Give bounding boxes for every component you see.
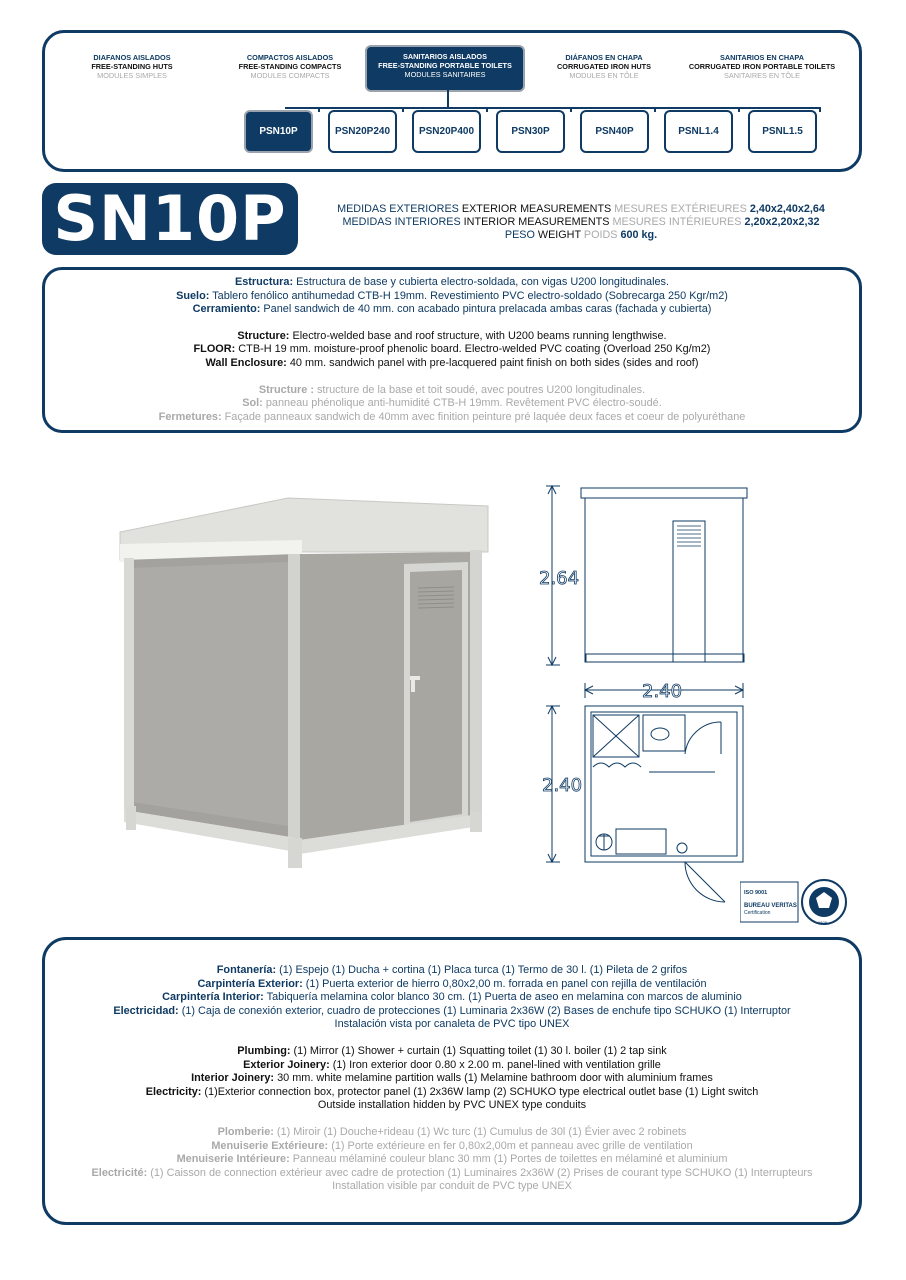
height-label: 2.64 (539, 568, 580, 589)
measurements (300, 203, 862, 242)
equipment-en: Plumbing: (1) Mirror (1) Shower + curtain (1) Squatting toilet (1) 30 l. boiler (1) 2 tap sink Exterior Joinery: (1) Iron exterior door 0.80 x 2.00 m. panel-lined with ventilation grille Interior Joinery: 30 mm. white melamine partition walls (1) Melamine bathroom door with aluminium frames Electricity: (1)Exterior connection box, protector panel (1) 2x36W lamp (2) SCHUKO type electrical outlet base (1) Light switch Outside installation hidden by PVC UNEX type conduits (145, 1044, 759, 1112)
weight: PESO WEIGHT POIDS 600 kg. (504, 229, 658, 241)
model-button-psn20p400[interactable]: PSN20P400 (412, 110, 481, 153)
connector-line (738, 108, 740, 112)
svg-text:ISO 9001: ISO 9001 (744, 890, 768, 896)
category-free-standing-compacts[interactable]: COMPACTOS AISLADOS FREE-STANDING COMPACTS MODULES COMPACTS (238, 53, 342, 80)
category-corrugated-toilets[interactable]: SANITARIOS EN CHAPA CORRUGATED IRON PORTABLE TOILETS SANITAIRES EN TÔLE (688, 53, 836, 80)
model-button-psnl15[interactable]: PSNL1.5 (748, 110, 817, 153)
page-title: SN10P (42, 183, 298, 255)
exterior-measures: MEDIDAS EXTERIORES EXTERIOR MEASUREMENTS MESURES EXTÉRIEURES 2,40x2,40x2,64 (337, 203, 825, 215)
structure-es: Estructura: Estructura de base y cubierta electro-soldada, con vigas U200 longitudinales. Suelo: Tablero fenólico antihumedad CTB-H 19mm. Revestimiento PVC electro-soldado (Sobrecarga 250 Kgr/m2) Cerramiento: Panel sandwich de 40 mm. con acabado pintura prelacada ambas caras (fachada y cubierta) (176, 276, 728, 316)
category-panel (42, 30, 862, 172)
connector-line (570, 108, 572, 112)
connector-line (402, 108, 404, 112)
category-corrugated-huts[interactable]: DIÁFANOS EN CHAPA CORRUGATED IRON HUTS MODULES EN TÔLE (557, 53, 651, 80)
structure-en: Structure: Electro-welded base and roof structure, with U200 beams running lengthwise. FLOOR: CTB-H 19 mm. moisture-proof phenolic board. Electro-welded PVC coating (Overload 250 Kg/m2) Wall Enclosure: 40 mm. sandwich panel with pre-lacquered paint finish on both sides (sides and roof) (193, 329, 711, 369)
interior-measures: MEDIDAS INTERIORES INTERIOR MEASUREMENTS MESURES INTÉRIEURES 2,20x2,20x2,32 (342, 216, 820, 228)
model-button-psn10p[interactable]: PSN10P (244, 110, 313, 153)
equipment-panel (42, 937, 862, 1225)
model-button-psn20p240[interactable]: PSN20P240 (328, 110, 397, 153)
structure-panel (42, 267, 862, 433)
connector-line (447, 90, 449, 108)
svg-text:1828: 1828 (818, 920, 827, 925)
equipment-fr: Plomberie: (1) Miroir (1) Douche+rideau (1) Wc turc (1) Cumulus de 30l (1) Évier avec 2 robinets Menuiserie Extérieure: (1) Porte extérieure en fer 0,80x2,00m et panneau avec grille de ventilation Menuiserie Intérieure: Panneau mélaminé couleur blanc 30 mm (1) Portes de toilettes en mélaminé et aluminium Electricité: (1) Caisson de connection extérieur avec cadre de protection (1) Luminaires 2x36W (2) Prises de courant type SCHUKO (1) Interrupteurs Installation visible par conduit de PVC type UNEX (91, 1125, 813, 1193)
model-button-psn40p[interactable]: PSN40P (580, 110, 649, 153)
connector-line (318, 108, 320, 112)
model-button-psn30p[interactable]: PSN30P (496, 110, 565, 153)
connector-line (654, 108, 656, 112)
structure-fr: Structure : structure de la base et toit soudé, avec poutres U200 longitudinales. Sol: panneau phénolique anti-humidité CTB-H 19mm. Revêtement PVC électro-soudé. Fermetures: Façade panneaux sandwich de 40mm avec finition peinture pré laquée deux faces et coeur de polyuréthane (158, 383, 746, 423)
model-button-psnl14[interactable]: PSNL1.4 (664, 110, 733, 153)
width-label: 2.40 (642, 681, 683, 702)
connector-line (819, 108, 821, 112)
bureau-veritas-seal (740, 876, 852, 928)
category-free-standing-huts[interactable]: DIAFANOS AISLADOS FREE-STANDING HUTS MODULES SIMPLES (91, 53, 173, 80)
svg-text:BUREAU VERITAS: BUREAU VERITAS (744, 903, 797, 909)
depth-label: 2.40 (542, 775, 583, 796)
technical-drawing (530, 478, 760, 908)
svg-text:Certification: Certification (744, 910, 771, 916)
connector-line (285, 107, 821, 109)
module-photo (110, 492, 490, 872)
equipment-es: Fontanería: (1) Espejo (1) Ducha + cortina (1) Placa turca (1) Termo de 30 l. (1) Pileta de 2 grifos Carpintería Exterior: (1) Puerta exterior de hierro 0,80x2,00 m. forrada en panel con rejilla de ventilación Carpintería Interior: Tabiquería melamina color blanco 30 cm. (1) Puerta de aseo en melamina con marcos de aluminio Electricidad: (1) Caja de conexión exterior, cuadro de protecciones (1) Luminaria 2x36W (2) Bases de enchufe tipo SCHUKO (1) Interruptor Instalación vista por canaleta de PVC tipo UNEX (113, 964, 791, 1031)
connector-line (486, 108, 488, 112)
category-portable-toilets[interactable]: SANITARIOS AISLADOS FREE-STANDING PORTABLE TOILETS MODULES SANITAIRES (365, 45, 525, 92)
